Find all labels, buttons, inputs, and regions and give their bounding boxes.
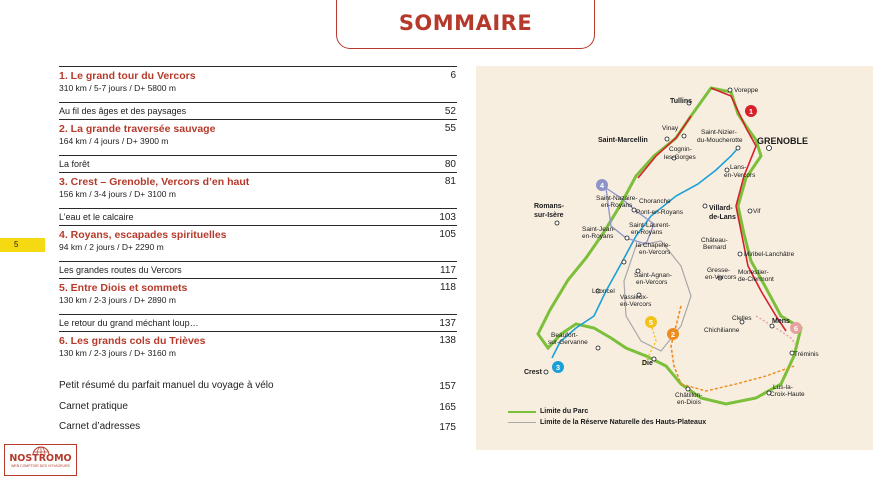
toc-entry-page: 137 — [439, 318, 456, 329]
place-grenoble: GRENOBLE — [757, 136, 809, 146]
toc-entry-page: 6 — [450, 70, 456, 81]
toc-entry-page: 138 — [439, 335, 456, 346]
toc-entry-section[interactable] — [59, 155, 457, 172]
place-miribel: Miribel-Lanchâtre — [744, 251, 795, 258]
appendix-entry-title: Petit résumé du parfait manuel du voyage à vélo — [59, 380, 274, 391]
route-marker-1[interactable] — [745, 105, 757, 117]
svg-text:3: 3 — [555, 363, 561, 372]
place-saint-agnan: Saint-Agnan- — [634, 272, 672, 279]
place-tullins: Tullins — [670, 98, 693, 105]
legend-park-limit — [508, 406, 706, 417]
place-monestier: Monestier- — [738, 269, 769, 276]
toc-entry-title: La forêt — [59, 159, 90, 169]
place-saint-nazaire: Saint-Nazaire- — [596, 195, 638, 202]
toc-entry-chapter-2[interactable] — [59, 119, 457, 155]
svg-text:6: 6 — [793, 324, 799, 333]
toc-entry-stats: 156 km / 3-4 jours / D+ 3100 m — [59, 189, 176, 199]
svg-text:4: 4 — [599, 181, 605, 190]
toc-entry-title: 2. La grande traversée sauvage — [59, 123, 216, 135]
place-la-chapelle: la Chapelle- — [636, 242, 671, 249]
logo-name: NOSTROMO — [9, 453, 72, 464]
appendix-list — [59, 380, 457, 442]
legend-label: Limite du Parc — [540, 408, 589, 415]
toc-entry-page: 52 — [444, 106, 456, 117]
toc-entry-title: 4. Royans, escapades spirituelles — [59, 229, 227, 241]
toc-entry-chapter-1[interactable] — [59, 66, 457, 102]
toc-entry-title: 3. Crest – Grenoble, Vercors d’en haut — [59, 176, 250, 188]
appendix-entry-page: 175 — [439, 422, 456, 433]
place-villard: Villard- — [709, 205, 733, 212]
legend-reserve-limit — [508, 417, 706, 428]
place-crest: Crest — [524, 369, 542, 376]
place-vassieux-2: en-Vercors — [620, 301, 652, 308]
route-marker-6[interactable] — [790, 322, 802, 334]
place-saint-jean-2: en-Royans — [582, 233, 614, 240]
place-monestier-2: de-Clermont — [738, 276, 774, 283]
toc-entry-page: 55 — [444, 123, 456, 134]
appendix-entry[interactable] — [59, 380, 457, 401]
place-saint-jean: Saint-Jean- — [582, 226, 616, 233]
toc-entry-page: 118 — [440, 282, 456, 293]
place-chatillon-2: en-Diois — [677, 399, 701, 406]
page-number: 5 — [14, 240, 19, 249]
place-saint-marcellin: Saint-Marcellin — [598, 137, 648, 144]
toc-entry-stats: 130 km / 2-3 jours / D+ 3160 m — [59, 348, 176, 358]
appendix-entry[interactable] — [59, 401, 457, 422]
place-cognin-2: les-Gorges — [664, 154, 696, 161]
place-saint-agnan-2: en-Vercors — [636, 279, 668, 286]
table-of-contents — [59, 66, 457, 367]
toc-entry-page: 103 — [439, 212, 456, 223]
place-chatillon: Châtillon- — [675, 392, 703, 399]
toc-entry-chapter-5[interactable] — [59, 278, 457, 314]
toc-entry-title: Les grandes routes du Vercors — [59, 265, 182, 275]
appendix-entry-page: 157 — [439, 381, 456, 392]
place-voreppe: Voreppe — [734, 87, 759, 94]
place-leoncel: Léoncel — [592, 288, 615, 295]
svg-text:1: 1 — [748, 107, 754, 116]
toc-entry-title: 1. Le grand tour du Vercors — [59, 70, 196, 82]
toc-entry-title: 5. Entre Diois et sommets — [59, 282, 188, 294]
globe-icon — [32, 446, 50, 456]
place-mens: Mens — [772, 318, 790, 325]
place-die: Die — [642, 360, 653, 367]
place-villard-2: de-Lans — [709, 214, 736, 221]
toc-entry-section[interactable] — [59, 208, 457, 225]
place-chichilianne: Chichilianne — [704, 327, 740, 334]
toc-entry-stats: 164 km / 4 jours / D+ 3900 m — [59, 136, 169, 146]
place-beaufort: Beaufort- — [551, 332, 578, 339]
route-marker-3[interactable] — [552, 361, 564, 373]
appendix-entry-page: 165 — [439, 401, 456, 413]
toc-entry-title: L’eau et le calcaire — [59, 212, 134, 222]
route-marker-4[interactable] — [596, 179, 608, 191]
toc-entry-chapter-6[interactable] — [59, 331, 457, 367]
place-saint-laurent-2: en-Royans — [631, 229, 663, 236]
toc-entry-chapter-3[interactable] — [59, 172, 457, 208]
place-choranche: Choranche — [639, 198, 671, 205]
toc-entry-page: 105 — [439, 229, 456, 240]
title-tab — [336, 0, 595, 49]
toc-entry-title: Au fil des âges et des paysages — [59, 106, 187, 116]
toc-entry-page: 80 — [444, 159, 456, 170]
place-clelles: Clelles — [732, 315, 752, 322]
place-chateau-bernard-2: Bernard — [703, 244, 727, 251]
place-vinay: Vinay — [662, 125, 679, 132]
route-map — [476, 66, 873, 450]
page-title: SOMMAIRE — [398, 11, 533, 35]
place-romans: Romans- — [534, 203, 564, 210]
route-map-canvas — [476, 66, 873, 450]
appendix-entry[interactable] — [59, 421, 457, 442]
appendix-entry-title: Carnet pratique — [59, 400, 128, 412]
place-saint-laurent: Saint-Laurent- — [629, 222, 671, 229]
toc-entry-title: 6. Les grands cols du Trièves — [59, 335, 206, 347]
legend-label: Limite de la Réserve Naturelle des Hauts-Plateaux — [540, 419, 707, 426]
place-saint-nizier: Saint-Nizier- — [701, 129, 737, 136]
toc-entry-page: 117 — [440, 265, 456, 276]
place-lans-2: en-Vercors — [724, 172, 756, 179]
place-la-chapelle-2: en-Vercors — [639, 249, 671, 256]
place-cognin: Cognin- — [669, 146, 692, 153]
toc-entry-stats: 310 km / 5-7 jours / D+ 5800 m — [59, 83, 176, 93]
toc-entry-section[interactable] — [59, 261, 457, 278]
place-romans-2: sur-Isère — [534, 212, 564, 219]
legend-reserve-swatch — [508, 422, 536, 423]
nostromo-logo — [4, 444, 77, 476]
place-chateau-bernard: Château- — [701, 237, 728, 244]
toc-entry-title: Le retour du grand méchant loup… — [59, 318, 199, 328]
route-marker-5[interactable] — [645, 316, 657, 328]
place-vassieux: Vassieux- — [620, 294, 649, 301]
toc-entry-page: 81 — [444, 176, 456, 187]
place-saint-nazaire-2: en-Royans — [601, 202, 633, 209]
toc-entry-chapter-4[interactable] — [59, 225, 457, 261]
place-tremins: Tréminis — [794, 351, 819, 358]
place-beaufort-2: sur-Gervanne — [548, 339, 588, 346]
place-lans: Lans- — [730, 164, 747, 171]
appendix-entry-title: Carnet d’adresses — [59, 421, 141, 432]
place-pont-royans: Pont-en-Royans — [636, 209, 683, 216]
place-lus-2: Croix-Haute — [770, 391, 805, 398]
map-legend — [508, 406, 706, 428]
logo-tagline: WEB COMPTOIR DES VOYAGEURS — [11, 464, 70, 468]
toc-entry-stats: 130 km / 2-3 jours / D+ 2890 m — [59, 295, 176, 305]
place-gresse: Gresse- — [707, 267, 731, 274]
place-gresse-2: en-Vercors — [705, 274, 737, 281]
toc-entry-stats: 94 km / 2 jours / D+ 2290 m — [59, 242, 164, 252]
route-marker-2[interactable] — [667, 328, 679, 340]
place-vif: Vif — [753, 208, 761, 215]
svg-text:5: 5 — [648, 318, 654, 327]
page-number-marker — [0, 238, 45, 252]
legend-park-swatch — [508, 411, 536, 413]
toc-entry-section[interactable] — [59, 314, 457, 331]
svg-text:2: 2 — [670, 330, 676, 339]
place-lus: Lus-la- — [773, 384, 793, 391]
toc-entry-section[interactable] — [59, 102, 457, 119]
place-saint-nizier-2: du-Moucherotte — [697, 137, 743, 144]
